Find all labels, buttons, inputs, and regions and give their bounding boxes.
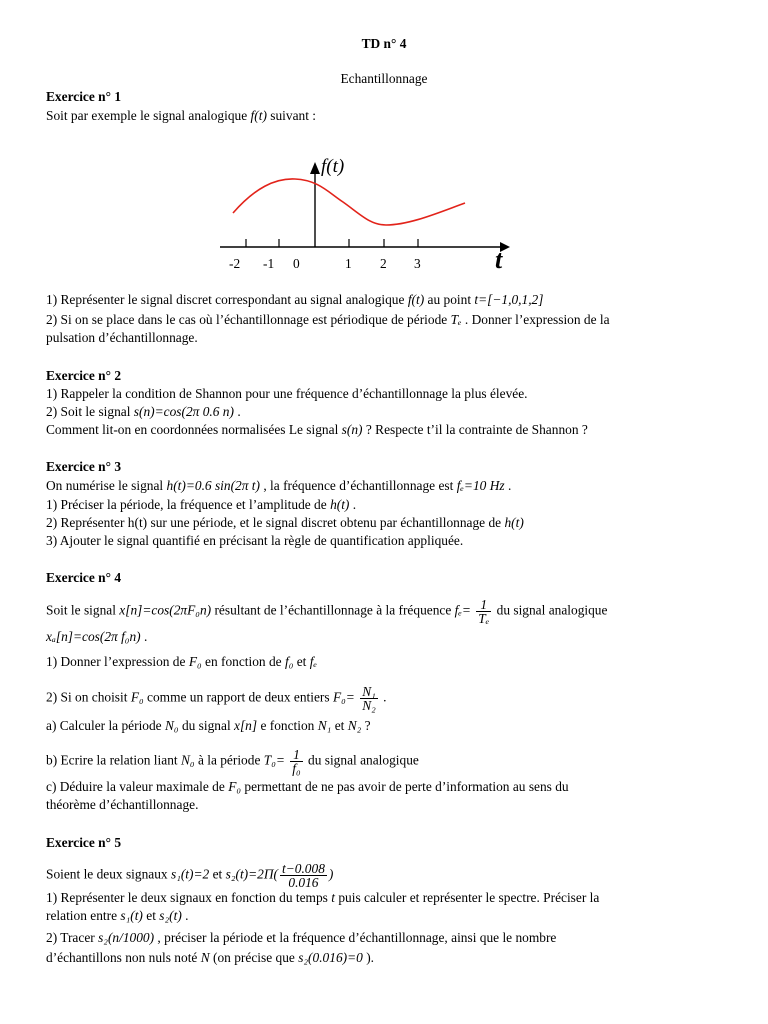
ex3-q1-text-a: 1) Préciser la période, la fréquence et l’amplitude de	[46, 497, 327, 512]
page-title: TD n° 4	[361, 36, 407, 51]
ex4-q2-text-a: 2) Si on choisit	[46, 689, 128, 705]
ex4-q2-text-c: .	[383, 689, 387, 705]
ex5-q1-text-a: 1) Représenter le deux signaux en fonction du temps	[46, 890, 328, 905]
ex4-fe-fraction	[476, 598, 491, 625]
ex5-q2-n: N	[200, 950, 210, 965]
ex1-q2-text-b: . Donner l’expression de la	[464, 312, 610, 327]
ex2-q2	[46, 404, 241, 420]
ex4-qb-v1: N₀	[180, 752, 195, 768]
ex3-q1-text-b: .	[352, 497, 357, 512]
tick-label-0: 0	[293, 256, 300, 271]
ex5-q1-t: t	[331, 890, 335, 905]
ex3-line1	[46, 478, 511, 494]
signal-curve	[233, 179, 465, 225]
ex5-q2-text-c: d’échantillons non nuls noté	[46, 950, 198, 965]
ex4-qc-cont: théorème d’échantillonnage.	[46, 797, 199, 812]
y-axis-arrow	[310, 162, 320, 174]
signal-figure	[200, 140, 520, 275]
ex4-q1-text-c: et	[296, 654, 307, 669]
ex4-line2-text-b: .	[143, 629, 148, 644]
ex4-q2-text-b: comme un rapport de deux entiers	[147, 689, 330, 705]
ex1-intro-text-a: Soit par exemple le signal analogique	[46, 108, 248, 123]
ex3-line1-text-b: , la fréquence d’échantillonnage est	[263, 478, 454, 493]
ex4-qc	[46, 779, 569, 795]
ex3-line1-eq: h(t)=0.6 sin(2π t)	[166, 478, 260, 493]
ex4-f0-frac-num: N₁	[362, 684, 376, 699]
ex2-q3-var: s(n)	[341, 422, 363, 437]
ex4-t0-frac-num: 1	[290, 748, 302, 762]
ex3-q2-var: h(t)	[504, 515, 524, 530]
ex1-intro	[46, 108, 316, 124]
ex4-q1-v3: fₑ	[309, 654, 317, 669]
ex1-q1-set: t=[−1,0,1,2]	[474, 292, 544, 307]
ex4-qa	[46, 718, 371, 734]
ex5-q2-text-a: 2) Tracer	[46, 930, 95, 945]
ex3-q2	[46, 515, 524, 531]
ex4-q1-v1: F₀	[188, 654, 202, 669]
ex4-line1-text-a: Soit le signal	[46, 602, 116, 618]
ex4-qc-v1: F₀	[228, 779, 242, 794]
ex5-line1-eq1: s₁(t)=2	[170, 866, 210, 882]
ex5-q2-eq: s₂(n/1000)	[98, 930, 155, 945]
ex1-heading: Exercice n° 1	[46, 89, 122, 104]
ex5-line1	[46, 862, 333, 889]
ex4-q2	[46, 685, 387, 712]
ex1-q1-text-b: au point	[427, 292, 472, 307]
ex3-q1	[46, 497, 356, 513]
ex4-qc-text-b: permettant de ne pas avoir de perte d’information au sens du	[244, 779, 569, 794]
ex4-fe-frac-num: 1	[476, 598, 491, 612]
ex5-q1-text-c: relation entre	[46, 908, 118, 923]
ex5-q1	[46, 890, 599, 906]
y-axis-label: f(t)	[321, 156, 345, 177]
ex5-q2-text-e: ).	[366, 950, 375, 965]
ex4-line2	[46, 629, 147, 645]
ex4-f0-fraction	[360, 685, 378, 712]
ex5-line1-close: )	[328, 866, 334, 882]
ex4-qb-text-c: du signal analogique	[308, 752, 419, 768]
ex4-q2-v1: F₀	[130, 689, 144, 705]
ex3-line1-fe: fₑ=10 Hz	[456, 478, 505, 493]
ex1-intro-var: f(t)	[250, 108, 267, 123]
ex4-line2-eq: xₐ[n]=cos(2π f₀n)	[46, 629, 141, 644]
tick-label-n2: -2	[229, 256, 241, 271]
ex3-line1-text-a: On numérise le signal	[46, 478, 164, 493]
ex4-q1-v2: f₀	[284, 654, 294, 669]
ex1-q2	[46, 312, 610, 328]
ex4-t0-fraction	[290, 748, 302, 775]
tick-marks	[246, 239, 418, 247]
ex5-line1-text-b: et	[212, 866, 223, 882]
ex5-q2-text-d: (on précise que	[213, 950, 295, 965]
ex2-q2-text-a: 2) Soit le signal	[46, 404, 131, 419]
ex4-line1-text-b: résultant de l’échantillonnage à la fréquence	[214, 602, 452, 618]
tick-label-n1: -1	[263, 256, 275, 271]
tick-label-2: 2	[380, 256, 387, 271]
ex3-line1-text-c: .	[507, 478, 512, 493]
ex1-q1-var: f(t)	[407, 292, 425, 307]
ex5-q1-v2: s₂(t)	[159, 908, 182, 923]
ex2-q3-text-b: ? Respecte t’il la contrainte de Shannon ?	[365, 422, 588, 437]
ex2-heading: Exercice n° 2	[46, 368, 122, 383]
ex4-line1	[46, 598, 607, 625]
ex5-q1-v1: s₁(t)	[120, 908, 143, 923]
ex4-qa-v2: x[n]	[234, 718, 258, 733]
ex4-qb-eq: T₀=	[263, 752, 285, 768]
ex1-q2-var: Tₑ	[450, 312, 462, 327]
ex2-q3-text-a: Comment lit-on en coordonnées normalisées Le signal	[46, 422, 339, 437]
ex5-q1-text-e: .	[185, 908, 189, 923]
ex3-heading: Exercice n° 3	[46, 459, 122, 474]
page-subtitle: Echantillonnage	[340, 71, 428, 86]
ex5-q2-text-b: , préciser la période et la fréquence d’échantillonnage, ainsi que le nombre	[157, 930, 557, 945]
ex4-qb-text-a: b) Ecrire la relation liant	[46, 752, 178, 768]
x-axis-label: t	[495, 245, 503, 274]
ex4-fe-frac-den: Tₑ	[478, 611, 490, 626]
ex3-q3: 3) Ajouter le signal quantifié en précisant la règle de quantification appliquée.	[46, 533, 464, 548]
tick-label-3: 3	[414, 256, 421, 271]
ex5-q2	[46, 930, 556, 946]
ex4-q2-eq: F₀=	[332, 689, 355, 705]
ex5-line1-eq2: s₂(t)=2Π(	[225, 866, 278, 882]
ex5-rect-frac-den: 0.016	[288, 875, 319, 890]
ex5-q1-text-b: puis calculer et représenter le spectre. Préciser la	[338, 890, 600, 905]
ex4-qb	[46, 748, 419, 775]
ex5-rect-frac-num: t−0.008	[282, 861, 325, 876]
ex4-line1-fe: fₑ=	[454, 602, 471, 618]
ex1-intro-text-b: suivant :	[270, 108, 317, 123]
ex4-qa-v4: N₂	[347, 718, 362, 733]
ex3-q1-var: h(t)	[330, 497, 350, 512]
ex3-q2-text-a: 2) Représenter h(t) sur une période, et le signal discret obtenu par échantillonnage de	[46, 515, 502, 530]
ex4-qa-text-c: e fonction	[260, 718, 315, 733]
ex4-qa-v1: N₀	[164, 718, 179, 733]
ex4-qa-text-b: du signal	[181, 718, 231, 733]
ex5-q2-cont	[46, 950, 374, 966]
ex4-qc-text-a: c) Déduire la valeur maximale de	[46, 779, 225, 794]
ex4-qa-text-d: et	[334, 718, 345, 733]
ex4-line1-eq: x[n]=cos(2πF₀n)	[119, 602, 212, 618]
ex4-q1-text-b: en fonction de	[205, 654, 282, 669]
ex5-heading: Exercice n° 5	[46, 835, 122, 850]
ex5-line1-text-a: Soient le deux signaux	[46, 866, 168, 882]
ex4-qa-text-a: a) Calculer la période	[46, 718, 162, 733]
ex2-q2-text-b: .	[237, 404, 241, 419]
ex4-heading: Exercice n° 4	[46, 570, 122, 585]
ex2-q2-eq: s(n)=cos(2π 0.6 n)	[133, 404, 234, 419]
ex1-q2-text-a: 2) Si on se place dans le cas où l’échantillonnage est périodique de période	[46, 312, 448, 327]
ex4-qa-text-e: ?	[364, 718, 371, 733]
ex1-q2-cont: pulsation d’échantillonnage.	[46, 330, 198, 345]
ex4-f0-frac-den: N₂	[362, 698, 376, 713]
ex4-q1	[46, 654, 317, 670]
ex5-q1-cont	[46, 908, 189, 924]
ex4-t0-frac-den: f₀	[292, 761, 301, 776]
ex4-q1-text-a: 1) Donner l’expression de	[46, 654, 186, 669]
ex4-line1-text-c: du signal analogique	[496, 602, 608, 618]
ex4-qa-v3: N₁	[317, 718, 332, 733]
tick-label-1: 1	[345, 256, 352, 271]
ex5-q1-text-d: et	[146, 908, 156, 923]
ex4-qb-text-b: à la période	[197, 752, 261, 768]
ex2-q3	[46, 422, 588, 438]
ex1-q1-text-a: 1) Représenter le signal discret correspondant au signal analogique	[46, 292, 405, 307]
ex2-q1: 1) Rappeler la condition de Shannon pour une fréquence d’échantillonnage la plus élevée.	[46, 386, 528, 401]
ex5-rect-fraction	[280, 862, 327, 889]
ex1-q1	[46, 292, 543, 308]
ex5-q2-eq2: s₂(0.016)=0	[298, 950, 363, 965]
